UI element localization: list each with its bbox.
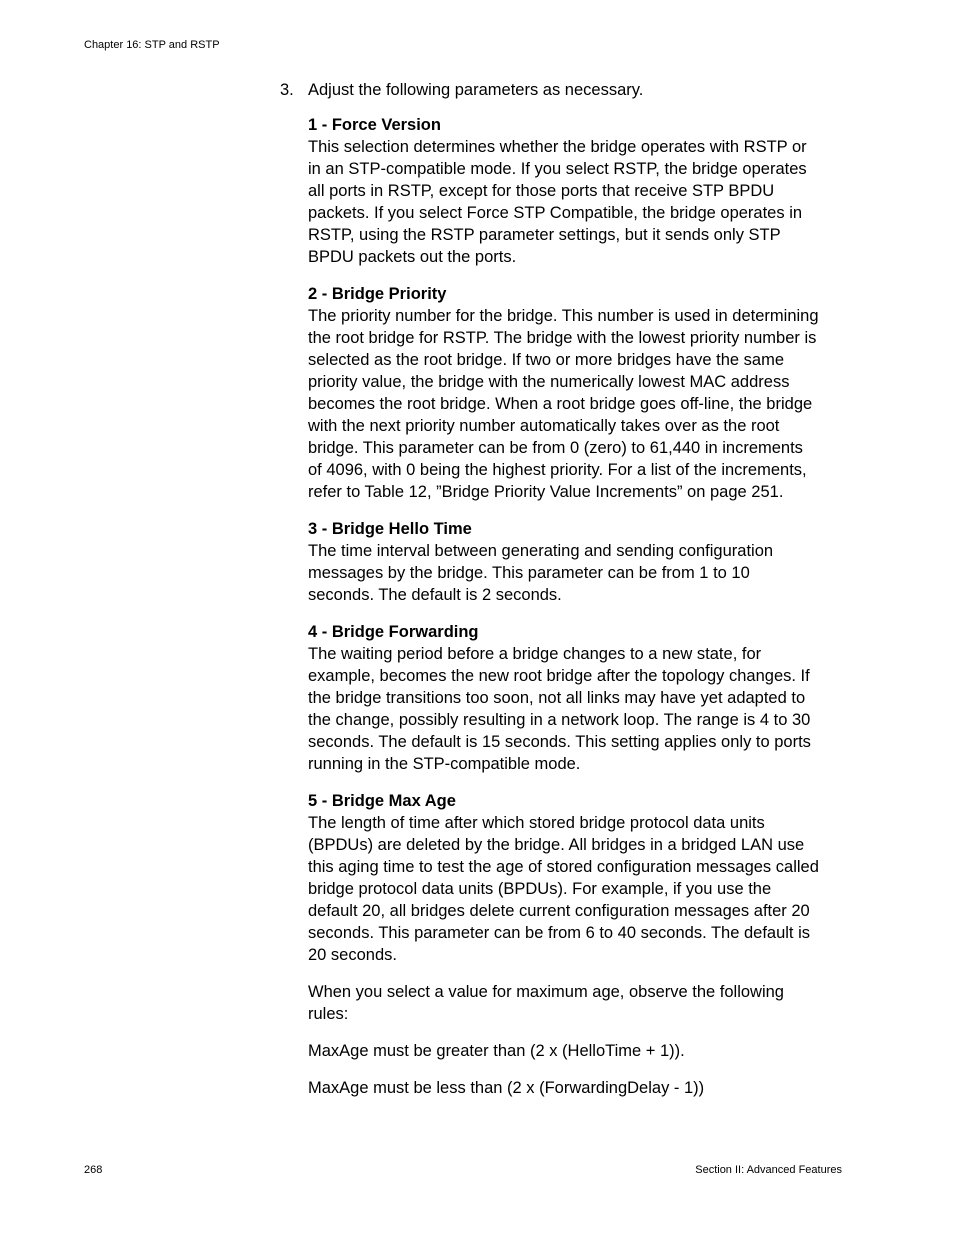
chapter-header: Chapter 16: STP and RSTP — [84, 39, 220, 51]
param-title: 2 - Bridge Priority — [308, 285, 447, 303]
page-number: 268 — [84, 1164, 103, 1176]
param-bridge-max-age — [308, 790, 820, 966]
section-footer: Section II: Advanced Features — [695, 1164, 842, 1176]
param-bridge-forwarding — [308, 621, 820, 775]
param-title: 4 - Bridge Forwarding — [308, 623, 479, 641]
param-description: The time interval between generating and sending configuration messages by the bridge. This parameter can be from 1 to 10 seconds. The default is 2 seconds. — [308, 542, 774, 604]
param-title: 5 - Bridge Max Age — [308, 792, 456, 810]
param-title: 3 - Bridge Hello Time — [308, 520, 472, 538]
step-number: 3. — [280, 81, 294, 99]
param-bridge-priority — [308, 283, 820, 503]
param-title: 1 - Force Version — [308, 116, 441, 134]
rule-maxage-less: MaxAge must be less than (2 x (ForwardingDelay - 1)) — [308, 1079, 705, 1097]
param-description: The waiting period before a bridge changes to a new state, for example, becomes the new root bridge after the topology changes. If the bridge transitions too soon, not all links may have yet adapted to the change, possibly resulting in a network loop. The range is 4 to 30 seconds. The default is 15 seconds. This setting applies only to ports running in the STP-compatible mode. — [308, 645, 811, 773]
param-force-version — [308, 114, 820, 268]
rule-maxage-greater: MaxAge must be greater than (2 x (HelloTime + 1)). — [308, 1042, 685, 1060]
param-description: The priority number for the bridge. This number is used in determining the root bridge for RSTP. The bridge with the lowest priority number is selected as the root bridge. If two or more bridges have the same priority value, the bridge with the numerically lowest MAC address becomes the root bridge. When a root bridge goes off-line, the bridge with the next priority number automatically takes over as the root bridge. This parameter can be from 0 (zero) to 61,440 in increments of 4096, with 0 being the highest priority. For a list of the increments, refer to Table 12, ”Bridge Priority Value Increments” on page 251. — [308, 307, 819, 501]
parameter-list — [308, 114, 820, 1114]
step-text: Adjust the following parameters as necessary. — [308, 81, 644, 99]
param-description: This selection determines whether the bridge operates with RSTP or in an STP-compatible mode. If you select RSTP, the bridge operates all ports in RSTP, except for those ports that receive STP BPDU packets. If you select Force STP Compatible, the bridge operates in RSTP, using the RSTP parameter settings, but it sends only STP BPDU packets out the ports. — [308, 138, 807, 266]
param-description: The length of time after which stored bridge protocol data units (BPDUs) are deleted by the bridge. All bridges in a bridged LAN use this aging time to test the age of stored configuration messages called bridge protocol data units (BPDUs). For example, if you use the default 20, all bridges delete current configuration messages after 20 seconds. This parameter can be from 6 to 40 seconds. The default is 20 seconds. — [308, 814, 819, 964]
param-bridge-hello-time — [308, 518, 820, 606]
rules-intro: When you select a value for maximum age, observe the following rules: — [308, 983, 784, 1023]
